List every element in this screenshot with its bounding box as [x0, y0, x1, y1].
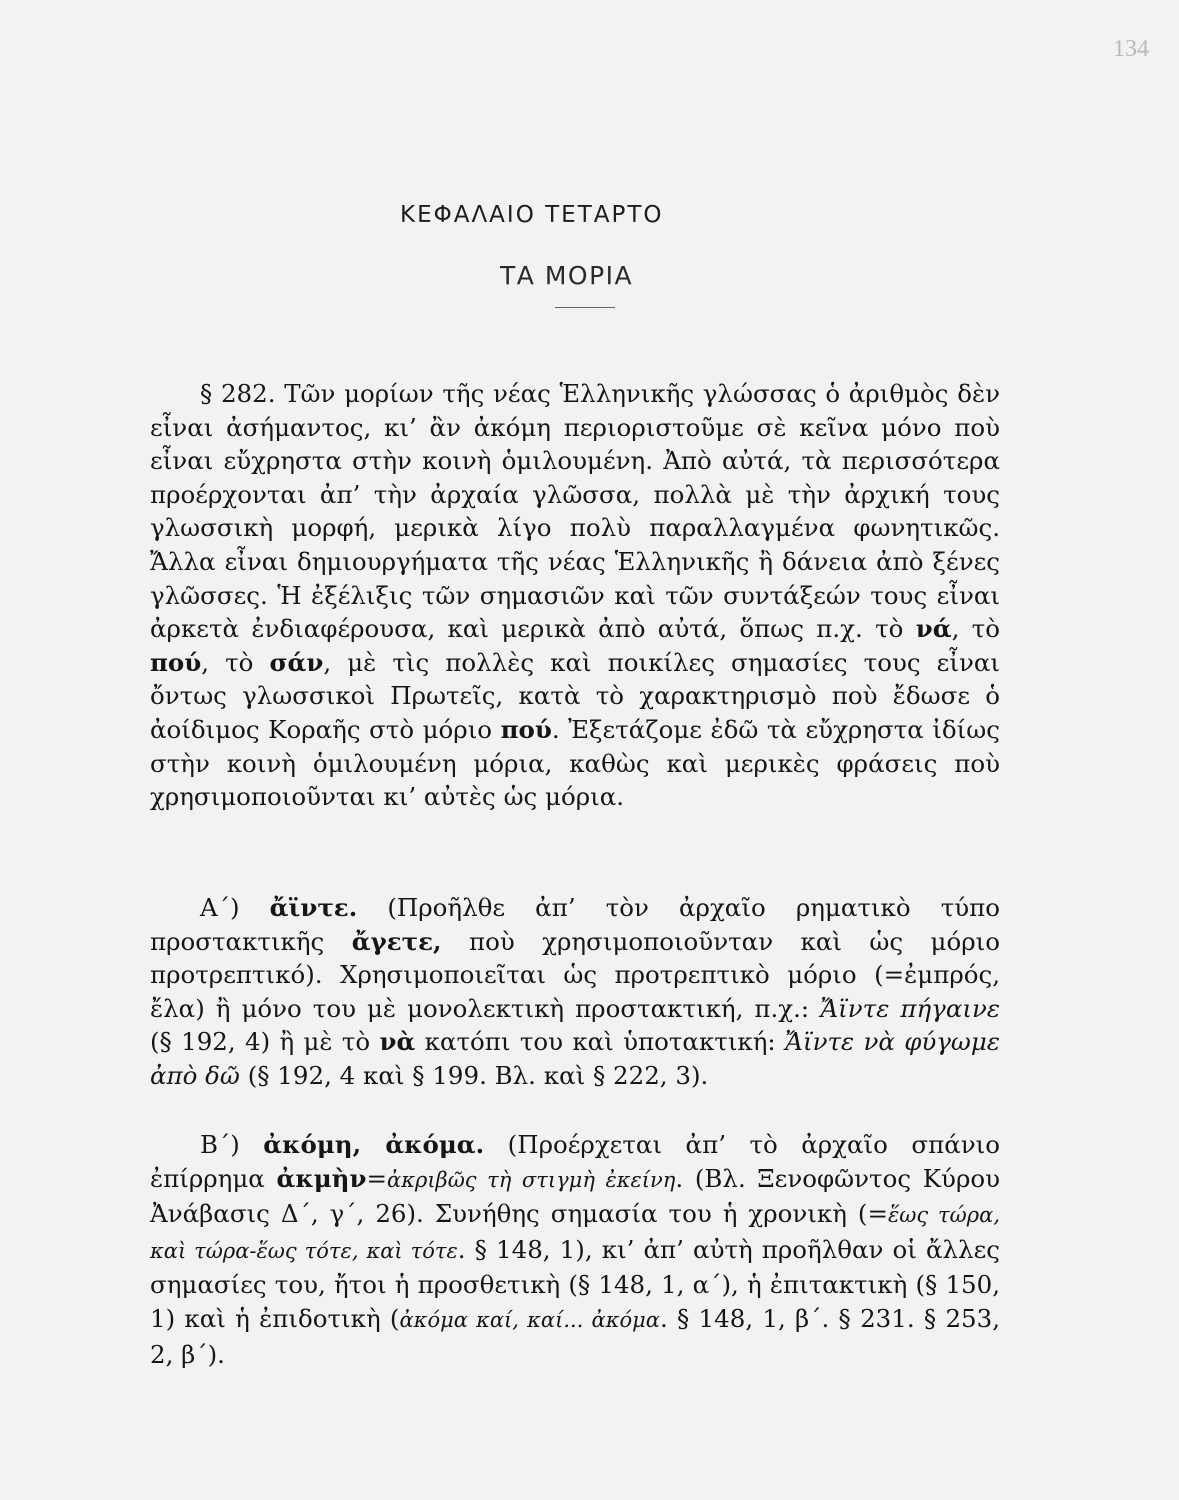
entry-label: Β΄) — [200, 1130, 264, 1159]
chapter-title: ΚΕΦΑΛΑΙΟ ΤΕΤΑΡΤΟ — [400, 202, 664, 228]
section-number: § 282. — [200, 379, 276, 408]
body-text: . § 148, 1), κι’ ἀπ’ αὐτὴ προῆλθαν οἱ ἄλλες σημασίες του, ἤτοι ἡ προσθετικὴ (§ 148, 1, α΄), ἡ ἐπιτακτικὴ (§ 150, 1) καὶ ἡ ἐπιδοτικὴ ( — [150, 1234, 1001, 1333]
title-divider — [555, 307, 615, 308]
body-text: Τῶν μορίων τῆς νέας Ἑλληνικῆς γλώσσας ὁ ἀριθμὸς δὲν εἶναι ἀσήμαντος, κι’ ἂν ἀκόμη περιοριστοῦμε σὲ κεῖνα μόνο ποὺ εἶναι εὔχρηστα στὴν κοινὴ ὁμιλουμένη. Ἀπὸ αὐτά, τὰ περισσότερα προέρχονται ἀπ’ τὴν ἀρχαία γλῶσσα, πολλὰ μὲ τὴν ἀρχική τους γλωσσικὴ μορφή, μερικὰ λίγο πολὺ παραλλαγμένα φωνητικῶς. Ἄλλα εἶναι δημιουργήματα τῆς νέας Ἑλληνικῆς ἢ δάνεια ἀπὸ ξένες γλῶσσες. Ἡ ἐξέλιξις τῶν σημασιῶν καὶ τῶν συντάξεών τους εἶναι ἀρκετὰ ἐνδιαφέρουσα, καὶ μερικὰ ἀπὸ αὐτά, ὅπως π.χ. τὸ — [150, 379, 1000, 644]
entry-headword: ἄϊντε. — [269, 893, 358, 922]
paragraph-intro — [150, 377, 1000, 814]
gloss-text: ἕως τώρα, καὶ τώρα-ἕως τότε, καὶ τότε — [150, 1203, 1000, 1263]
body-text: , μὲ τὶς πολλὲς καὶ ποικίλες σημασίες τους εἶναι ὄντως γλωσσικοὶ Πρωτεῖς, κατὰ τὸ χαρακτηρισμὸ ποὺ ἔδωσε ὁ ἀοίδιμος Κοραῆς στὸ μόριο — [150, 647, 1000, 744]
body-text: κατόπι του καὶ ὑποτακτική: — [415, 1027, 785, 1057]
paragraph-aite — [150, 891, 1000, 1093]
body-text: (Προῆλθε ἀπ’ τὸν ἀρχαῖο ρηματικὸ τύπο προστακτικῆς — [150, 893, 1000, 956]
page-number: 134 — [1113, 36, 1149, 62]
body-text: , τὸ — [951, 614, 1000, 644]
entry-label: Α΄) — [200, 893, 270, 922]
keyword: νὰ — [379, 1027, 416, 1057]
keyword: ἄγετε, — [351, 926, 442, 956]
keyword: ἀκμὴν — [276, 1163, 367, 1193]
body-text: ποὺ χρησιμοποιοῦνταν καὶ ὡς μόριο προτρεπτικό). Χρησιμοποιεῖται ὡς προτρεπτικὸ μόριο (=ἐμπρός, ἔλα) ἢ μόνο του μὲ μονολεκτικὴ προστακτική, π.χ.: — [150, 926, 1000, 1023]
keyword: πού — [150, 647, 202, 677]
entry-headword: ἀκόμη, ἀκόμα. — [263, 1130, 485, 1159]
body-text: , τὸ — [201, 647, 270, 677]
body-text: = — [366, 1163, 388, 1193]
keyword: πού — [500, 714, 552, 744]
keyword: σάν — [269, 647, 324, 677]
body-text: . § 148, 1, β΄. § 231. § 253, 2, β΄). — [150, 1303, 1000, 1369]
example-text: Ἄϊντε πήγαινε — [820, 993, 1001, 1023]
keyword: νά — [915, 614, 952, 644]
gloss-text: ἀκριβῶς τὴ στιγμὴ ἐκείνη — [387, 1167, 676, 1192]
body-text: (§ 192, 4) ἢ μὲ τὸ — [150, 1027, 380, 1057]
example-text: Ἄϊντε νὰ φύγωμε ἀπὸ δῶ — [150, 1027, 1000, 1090]
paragraph-akomi — [150, 1128, 1000, 1371]
body-text: (§ 192, 4 καὶ § 199. Βλ. καὶ § 222, 3). — [239, 1060, 709, 1090]
body-text: . Ἐξετάζομε ἐδῶ τὰ εὔχρηστα ἰδίως στὴν κοινὴ ὁμιλουμένη μόρια, καθὼς καὶ μερικὲς φράσεις ποὺ χρησιμοποιοῦνται κι’ αὐτὲς ὡς μόρια. — [150, 714, 1000, 812]
section-title: ΤΑ ΜΟΡΙΑ — [500, 261, 634, 290]
body-text: . (Βλ. Ξενοφῶντος Κύρου Ἀνάβασις Δ΄, γ΄, 26). Συνήθης σημασία του ἡ χρονικὴ (= — [150, 1163, 1000, 1229]
body-text: (Προέρχεται ἀπ’ τὸ ἀρχαῖο σπάνιο ἐπίρρημα — [150, 1130, 1000, 1193]
gloss-text: ἀκόμα καί, καί... ἀκόμα — [399, 1307, 660, 1332]
